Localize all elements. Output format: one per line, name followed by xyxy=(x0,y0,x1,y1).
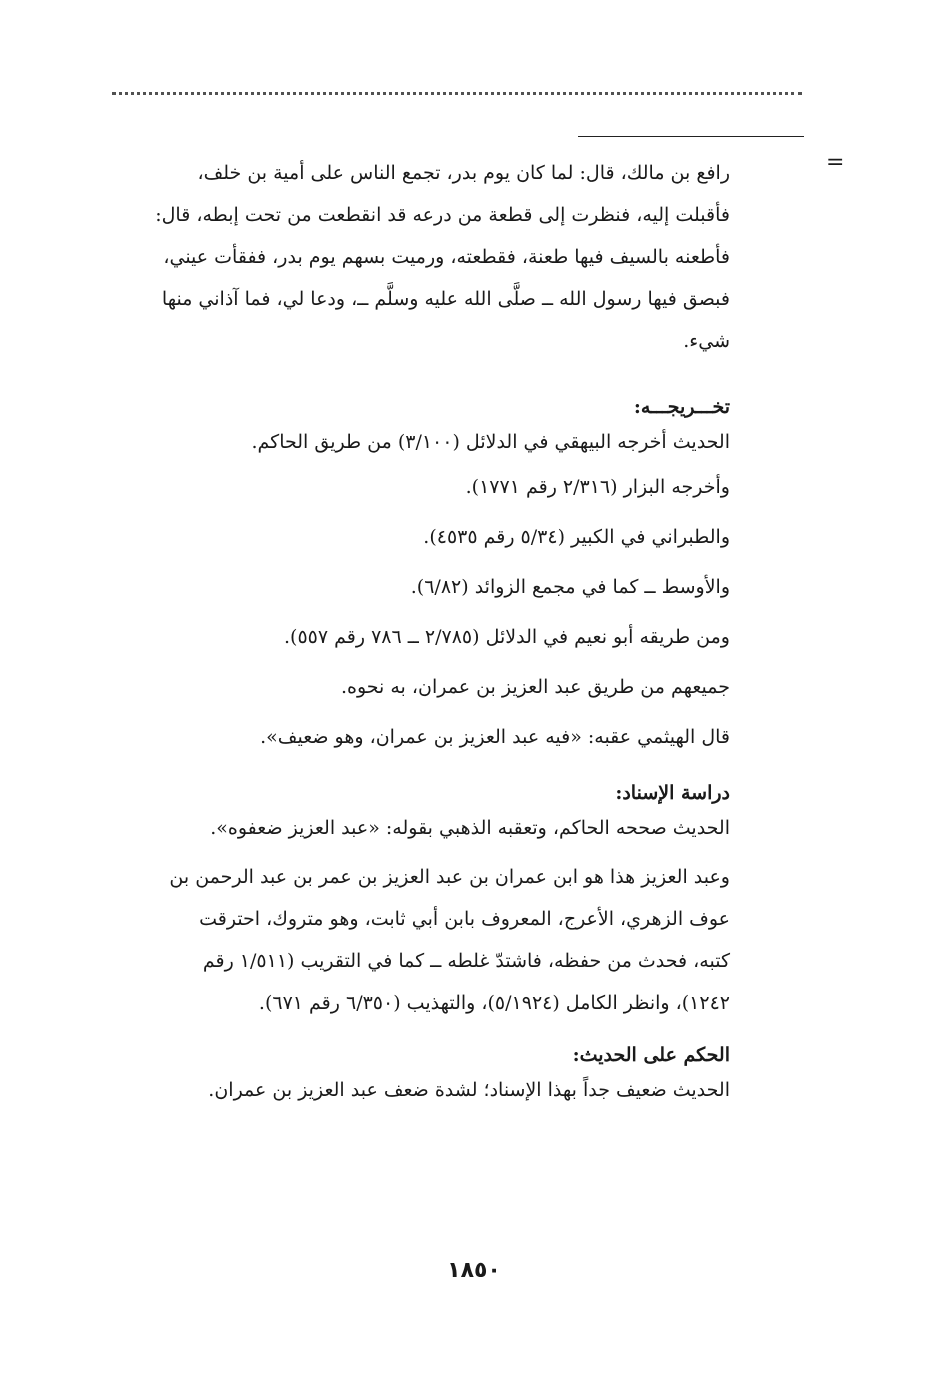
isnad-line: عوف الزهري، الأعرج، المعروف بابن أبي ثابت، وهو متروك، احترقت xyxy=(199,908,730,930)
takhrij-line: والأوسط ــ كما في مجمع الزوائد (٦/٨٢). xyxy=(410,576,730,598)
takhrij-line: ومن طريقه أبو نعيم في الدلائل (٢/٧٨٥ ــ ٧٨٦ رقم ٥٥٧). xyxy=(284,626,730,648)
isnad-line: وعبد العزيز هذا هو ابن عمران بن عبد العزيز بن عمر بن عبد الرحمن بن xyxy=(169,866,730,888)
isnad-line: كتبه، فحدث من حفظه، فاشتدّ غلطه ــ كما في التقريب (١/٥١١ رقم xyxy=(202,950,730,972)
takhrij-line: جميعهم من طريق عبد العزيز بن عمران، به نحوه. xyxy=(340,676,730,698)
takhrij-line: والطبراني في الكبير (٥/٣٤ رقم ٤٥٣٥). xyxy=(423,526,730,548)
takhrij-line: وأخرجه البزار (٢/٣١٦ رقم ١٧٧١). xyxy=(465,476,730,498)
intro-paragraph xyxy=(104,152,730,362)
intro-line: فأطعنه بالسيف فيها طعنة، فقطعته، ورميت بسهم يوم بدر، ففقأت عيني، xyxy=(163,246,730,268)
isnad-line: ١٢٤٢)، وانظر الكامل (٥/١٩٢٤)، والتهذيب (٦/٣٥٠ رقم ٦٧١). xyxy=(258,992,730,1014)
intro-line: شيء. xyxy=(683,330,730,352)
hukm-line: الحديث ضعيف جداً بهذا الإسناد؛ لشدة ضعف عبد العزيز بن عمران. xyxy=(208,1079,730,1101)
hukm-heading: الحكم على الحديث: xyxy=(572,1044,730,1066)
isnad-first-line: الحديث صححه الحاكم، وتعقبه الذهبي بقوله: «عبد العزيز ضعفوه». xyxy=(210,817,730,839)
footnote-rule xyxy=(578,136,804,137)
page-body xyxy=(104,152,730,1110)
takhrij-heading: تخـــريجـــه: xyxy=(633,396,730,418)
dotted-separator xyxy=(112,92,802,108)
isnad-paragraph xyxy=(104,856,730,1024)
isnad-heading: دراسة الإسناد: xyxy=(615,782,730,804)
intro-line: فبصق فيها رسول الله ــ صلَّى الله عليه وسلَّم ــ، ودعا لي، فما آذاني منها xyxy=(161,288,730,310)
intro-line: رافع بن مالك، قال: لما كان يوم بدر، تجمع الناس على أمية بن خلف، xyxy=(197,162,730,184)
intro-line: فأقبلت إليه، فنظرت إلى قطعة من درعه قد انقطعت من تحت إبطه، قال: xyxy=(155,204,730,226)
takhrij-line: قال الهيثمي عقبه: «فيه عبد العزيز بن عمران، وهو ضعيف». xyxy=(260,726,730,748)
takhrij-line: الحديث أخرجه البيهقي في الدلائل (٣/١٠٠) من طريق الحاكم. xyxy=(251,431,730,453)
continuation-mark: = xyxy=(826,150,845,175)
page-number: ١٨٥٠ xyxy=(447,1258,501,1283)
